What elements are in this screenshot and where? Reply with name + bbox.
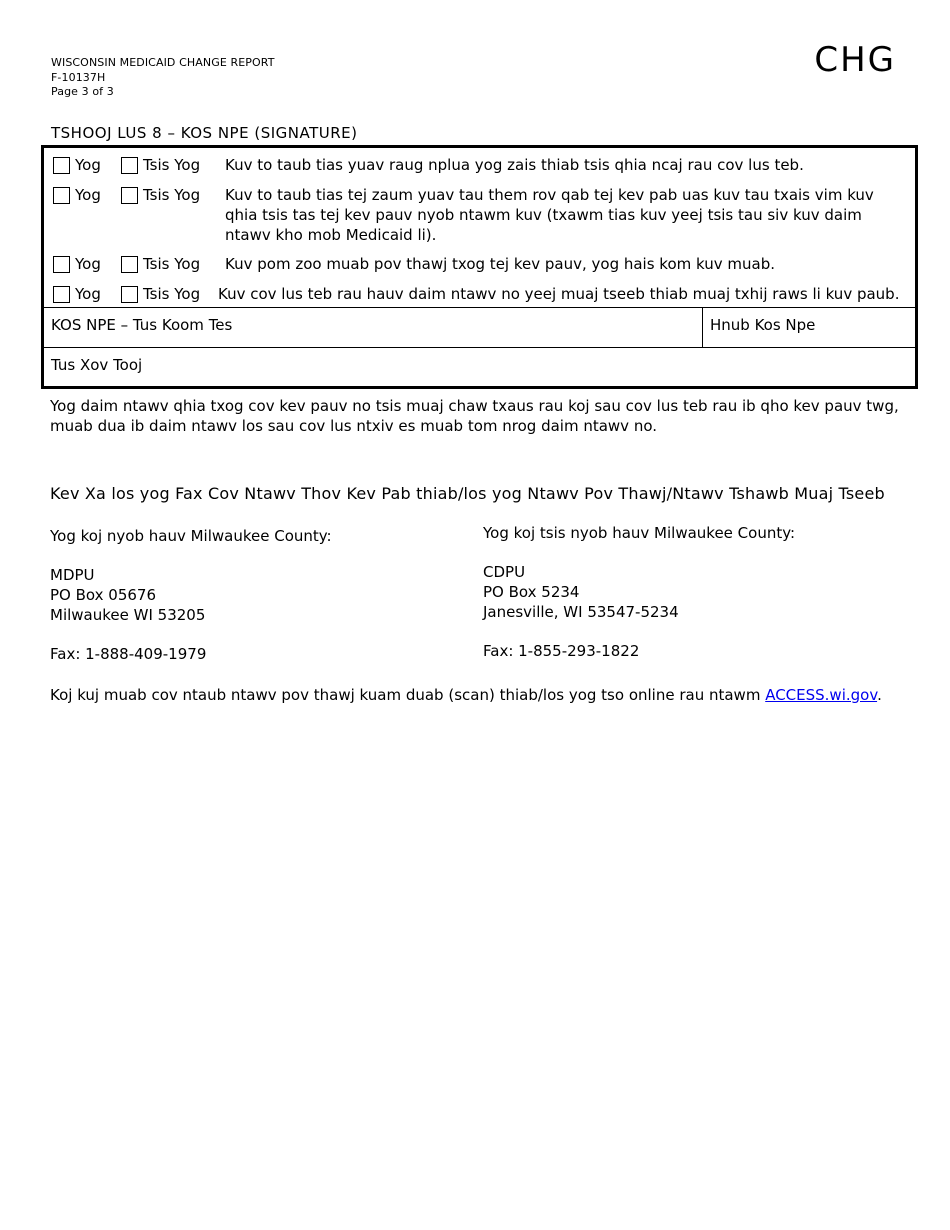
yes-checkbox[interactable]: [53, 187, 70, 204]
yes-label: Yog: [75, 285, 101, 303]
statement-row: [44, 185, 915, 247]
statement-row: [44, 155, 915, 177]
address-name: MDPU: [50, 566, 95, 584]
form-code: CHG: [814, 40, 896, 80]
address-name: CDPU: [483, 563, 526, 581]
footer-period: .: [877, 686, 882, 704]
statement-text: Kuv to taub tias tej zaum yuav tau them rov qab tej kev pab uas kuv tau txais vim kuv qhia tsis tas tej kev pauv nyob ntawm kuv (txawm tias kuv yeej tsis tau siv kuv daim ntawv kho mob Medicaid li).: [225, 186, 874, 244]
signature-date-row: [44, 307, 915, 347]
yes-checkbox[interactable]: [53, 157, 70, 174]
form-number: F-10137H: [51, 70, 106, 84]
no-label: Tsis Yog: [143, 285, 201, 303]
no-checkbox[interactable]: [121, 157, 138, 174]
phone-row: [44, 347, 915, 387]
address-intro: Yog koj tsis nyob hauv Milwaukee County:: [483, 524, 796, 542]
yes-checkbox[interactable]: [53, 256, 70, 273]
statement-text: Kuv to taub tias yuav raug nplua yog zais thiab tsis qhia ncaj rau cov lus teb.: [225, 156, 804, 174]
yes-checkbox[interactable]: [53, 286, 70, 303]
yes-label: Yog: [75, 186, 101, 204]
no-checkbox[interactable]: [121, 286, 138, 303]
page-number: Page 3 of 3: [51, 85, 114, 98]
address-po-box: PO Box 05676: [50, 586, 156, 604]
form-header: [51, 56, 275, 100]
date-field[interactable]: Hnub Kos Npe: [710, 316, 816, 334]
return-heading: Kev Xa los yog Fax Cov Ntawv Thov Kev Pab thiab/los yog Ntawv Pov Thawj/Ntawv Tshawb Muaj Tseeb: [50, 484, 885, 503]
address-city: Janesville, WI 53547-5234: [483, 603, 679, 621]
no-label: Tsis Yog: [143, 186, 201, 204]
section-title: TSHOOJ LUS 8 – KOS NPE (SIGNATURE): [51, 124, 358, 142]
footer-sentence: Koj kuj muab cov ntaub ntawv pov thawj kuam duab (scan) thiab/los yog tso online rau ntawm: [50, 686, 766, 704]
signature-field[interactable]: KOS NPE – Tus Koom Tes: [51, 316, 233, 334]
yes-label: Yog: [75, 255, 101, 273]
outside-milwaukee-address: [483, 523, 795, 661]
footer-text: [50, 686, 882, 704]
address-fax: Fax: 1-888-409-1979: [50, 645, 207, 663]
signature-section: [41, 145, 918, 389]
yes-label: Yog: [75, 156, 101, 174]
form-title: WISCONSIN MEDICAID CHANGE REPORT: [51, 56, 275, 69]
address-fax: Fax: 1-855-293-1822: [483, 642, 640, 660]
access-link[interactable]: ACCESS.wi.gov: [765, 686, 878, 704]
statement-row: [44, 254, 915, 276]
statement-text: Kuv cov lus teb rau hauv daim ntawv no yeej muaj tseeb thiab muaj txhij raws li kuv paub.: [218, 285, 900, 303]
no-checkbox[interactable]: [121, 187, 138, 204]
address-intro: Yog koj nyob hauv Milwaukee County:: [50, 527, 332, 545]
phone-field[interactable]: Tus Xov Tooj: [51, 356, 143, 374]
milwaukee-address: [50, 526, 332, 664]
field-divider: [702, 308, 703, 348]
address-po-box: PO Box 5234: [483, 583, 580, 601]
additional-space-note: Yog daim ntawv qhia txog cov kev pauv no tsis muaj chaw txaus rau koj sau cov lus teb rau ib qho kev pauv twg, muab dua ib daim ntawv los sau cov lus ntxiv es muab tom nrog daim ntawv no.: [50, 397, 899, 435]
statement-text: Kuv pom zoo muab pov thawj txog tej kev pauv, yog hais kom kuv muab.: [225, 255, 775, 273]
statement-row: [44, 284, 915, 306]
address-city: Milwaukee WI 53205: [50, 606, 206, 624]
no-label: Tsis Yog: [143, 255, 201, 273]
no-checkbox[interactable]: [121, 256, 138, 273]
no-label: Tsis Yog: [143, 156, 201, 174]
